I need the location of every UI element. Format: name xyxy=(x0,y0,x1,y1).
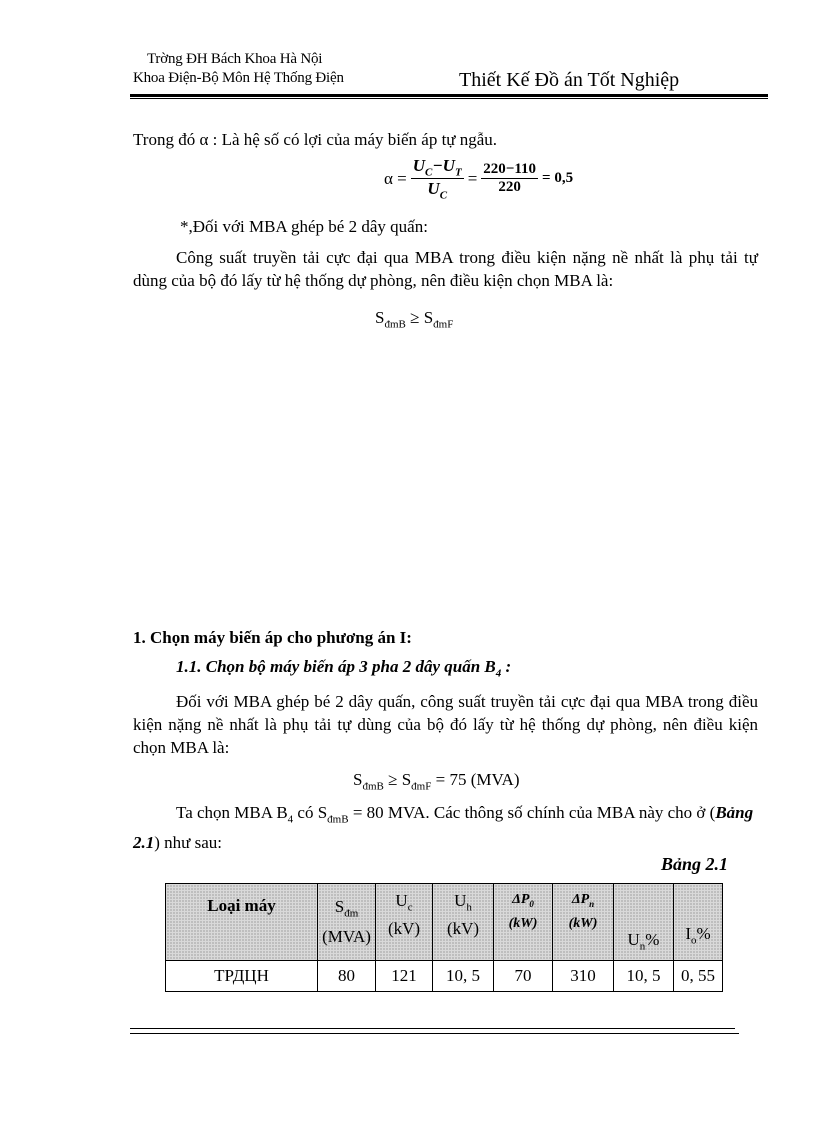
footer-rule-top xyxy=(130,1028,735,1029)
equation-equals: = xyxy=(467,168,478,188)
choose-transformer-paragraph: Ta chọn MBA $B_4$ có $S_{đmB} = 80$ MVA. Các thông số chính của MBA này cho ở (Bảng 2.1) như sau: xyxy=(133,803,754,853)
table-header-row xyxy=(166,884,723,961)
cell-pn: 310 xyxy=(553,961,614,992)
equation-lhs: α = xyxy=(384,168,407,188)
intro-paragraph: Công suất truyền tải cực đại qua MBA trong điều kiện nặng nề nhất là phụ tải tự dùng của bộ đó lấy từ hệ thống dự phòng, nên điều kiện chọn MBA là: xyxy=(133,248,758,290)
footer-rule-bottom xyxy=(130,1033,739,1034)
cell-p0: 70 xyxy=(494,961,553,992)
header-un-percent: $U_n\%$ xyxy=(614,884,674,961)
section-condition: $S_{đmB} \ge S_{đmF} = 75$ (MVA) xyxy=(353,770,520,793)
cell-uc: 121 xyxy=(376,961,433,992)
cell-un-percent: 10, 5 xyxy=(614,961,674,992)
header-rule-thin xyxy=(130,98,768,99)
department-name: Khoa Điện-Bộ Môn Hệ Thống Điện xyxy=(133,70,344,86)
fraction-denominator: $U_C$ xyxy=(427,179,448,202)
cell-uh: 10, 5 xyxy=(433,961,494,992)
cell-i0-percent: 0, 55 xyxy=(674,961,723,992)
header-i0-percent: $I_o\%$ xyxy=(674,884,723,961)
table-caption: Bảng 2.1 xyxy=(661,854,729,874)
school-name: Trờng ĐH Bách Khoa Hà Nội xyxy=(147,51,323,67)
fraction-numerator: $U_C-U_T$ xyxy=(412,156,462,179)
header-pn: $\Delta P_n$ (kW) xyxy=(553,884,614,961)
school-header xyxy=(133,50,344,88)
section-heading: 1. Chọn máy biến áp cho phương án I: xyxy=(133,628,412,647)
cell-type: ТРДЦН xyxy=(166,961,318,992)
header-type: Loại máy xyxy=(166,884,318,961)
table-row xyxy=(166,961,723,992)
subsection-heading: 1.1. Chọn bộ máy biến áp 3 pha 2 dây quấn $B_4$ : xyxy=(176,657,512,680)
header-p0: $\Delta P_0$ (kW) xyxy=(494,884,553,961)
numeric-numerator: 220−110 xyxy=(483,161,537,178)
equation-fraction-numeric xyxy=(481,161,538,196)
intro-condition: $S_{đmB} \ge S_{đmF}$ xyxy=(375,308,454,331)
transformer-spec-table xyxy=(165,883,723,992)
section-paragraph: Đối với MBA ghép bé 2 dây quấn, công suất truyền tải cực đại qua MBA trong điều kiện nặng nề nhất là phụ tải tự dùng của bộ đó lấy từ hệ thống dự phòng, nên điều kiện chọn MBA là: xyxy=(133,692,758,757)
header-uh: $U_h$ (kV) xyxy=(433,884,494,961)
header-uc: $U_c$ (kV) xyxy=(376,884,433,961)
document-title: Thiết Kế Đồ án Tốt Nghiệp xyxy=(459,69,680,91)
numeric-denominator: 220 xyxy=(498,179,521,196)
alpha-definition: Trong đó α : Là hệ số có lợi của máy biến áp tự ngẫu. xyxy=(133,130,498,149)
header-rule-thick xyxy=(130,94,768,97)
alpha-equation xyxy=(384,156,573,202)
equation-fraction-symbolic xyxy=(411,156,464,202)
bullet-note: *,Đối với MBA ghép bé 2 dây quấn: xyxy=(180,217,428,236)
cell-s-rated: 80 xyxy=(318,961,376,992)
header-s-rated: $S_{đm}$ (MVA) xyxy=(318,884,376,961)
equation-result: = 0,5 xyxy=(542,170,574,187)
